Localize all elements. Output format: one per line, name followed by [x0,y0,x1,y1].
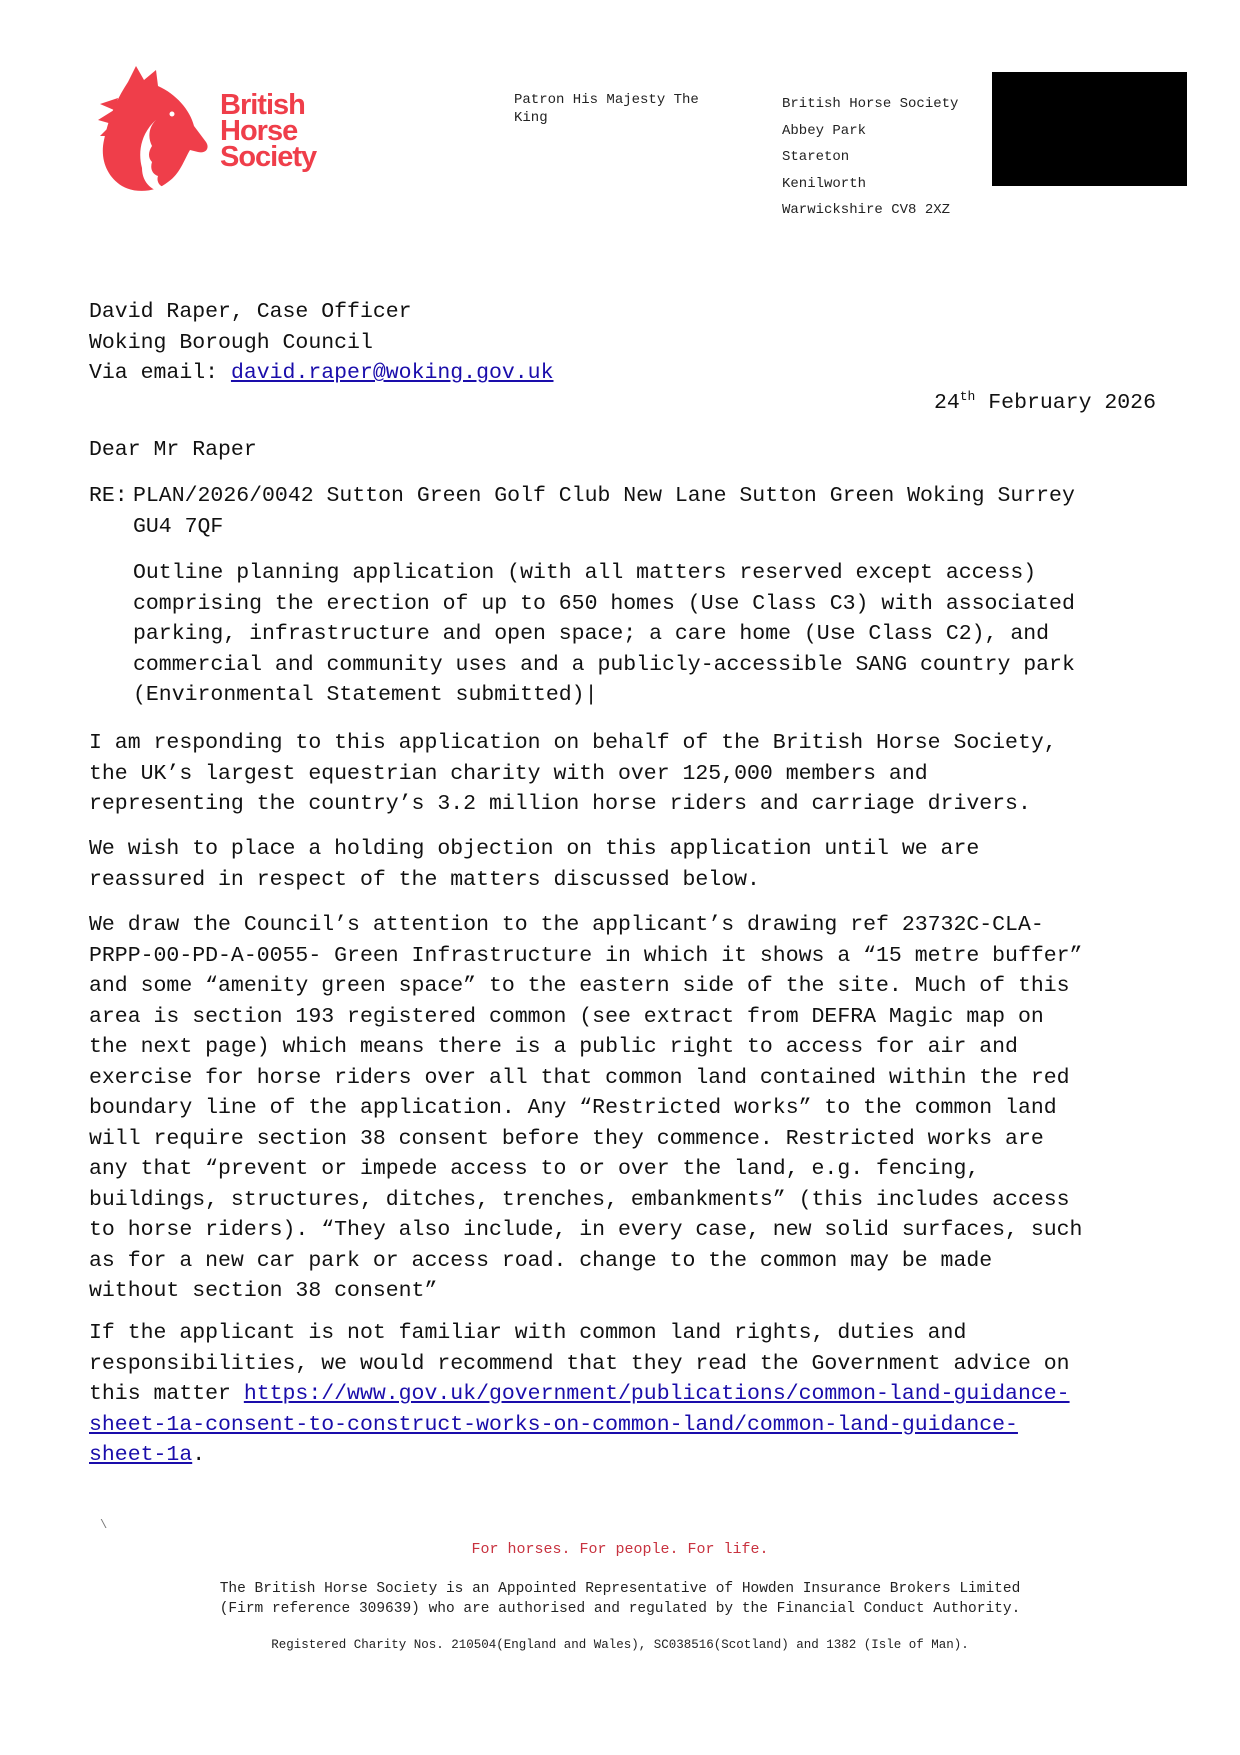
footer-regulatory [0,1579,1240,1619]
sentence-end: . [192,1443,206,1467]
description-line: commercial and community uses and a publicly-accessible SANG country park [133,652,1075,677]
date-month-year: February 2026 [975,391,1156,415]
footer-line: The British Horse Society is an Appointed Representative of Howden Insurance Brokers Limited [219,1581,1021,1597]
paragraph-line: boundary line of the application. Any “Restricted works” to the common land [89,1096,1057,1120]
address-line: Warwickshire CV8 2XZ [782,202,951,218]
paragraph-line: the next page) which means there is a public right to access for air and [89,1035,1018,1059]
paragraph-line [89,1440,1070,1471]
address-line: Abbey Park [782,122,867,139]
paragraph-line: area is section 193 registered common (see extract from DEFRA Magic map on [89,1004,1044,1029]
paragraph-guidance [89,1318,1070,1471]
paragraph-line: will require section 38 consent before they commence. Restricted works are [89,1126,1044,1151]
re-reference [133,481,1213,542]
sender-address [782,91,958,224]
description-line: Outline planning application (with all matters reserved except access) [133,561,1037,585]
paragraph-line: reassured in respect of the matters discussed below. [89,867,760,892]
guidance-link-continued[interactable]: sheet-1a-consent-to-construct-works-on-common-land/common-land-guidance- [89,1412,1018,1437]
description-line: parking, infrastructure and open space; a care home (Use Class C2), and [133,622,1050,646]
description-line: (Environmental Statement submitted)| [133,683,598,707]
address-line: Stareton [782,149,850,165]
redaction-block [992,72,1187,186]
recipient-block [89,297,554,389]
bhs-logo [98,64,338,196]
stray-mark: \ [100,1518,108,1532]
patron-text: Patron His Majesty The King [514,92,699,126]
paragraph-line: We draw the Council’s attention to the applicant’s drawing ref 23732C-CLA- [89,913,1044,937]
logo-line: Society [220,141,317,173]
paragraph-line: responsibilities, we would recommend that they read the Government advice on [89,1351,1070,1376]
email-prefix: Via email: [89,361,231,385]
re-line: GU4 7QF [133,514,224,539]
logo-line: Horse [220,115,298,147]
address-line: British Horse Society [782,96,959,112]
paragraph-objection [89,834,979,895]
recipient-name: David Raper, Case Officer [89,300,412,324]
application-description [133,558,1075,711]
paragraph-line: We wish to place a holding objection on this application until we are [89,837,980,861]
paragraph-line: PRPP-00-PD-A-0055- Green Infrastructure in which it shows a “15 metre buffer” [89,943,1083,968]
paragraph-line: If the applicant is not familiar with common land rights, duties and [89,1321,967,1345]
date-suffix: th [959,389,976,404]
footer-line: (Firm reference 309639) who are authorised and regulated by the Financial Conduct Authority. [219,1601,1021,1617]
letter-date [934,388,1156,419]
guidance-link[interactable]: https://www.gov.uk/government/publications/common-land-guidance- [243,1382,1070,1406]
paragraph-common-land [89,910,1082,1307]
recipient-email-link[interactable]: david.raper@woking.gov.uk [230,361,554,385]
paragraph-line: the UK’s largest equestrian charity with over 125,000 members and [89,761,928,786]
footer-charity-numbers: Registered Charity Nos. 210504(England and Wales), SC038516(Scotland) and 1382 (Isle of Man). [271,1638,969,1652]
description-line: comprising the erection of up to 650 homes (Use Class C3) with associated [133,591,1075,616]
paragraph-intro [89,728,1057,820]
salutation: Dear Mr Raper [89,438,257,462]
paragraph-line: without section 38 consent” [89,1279,438,1303]
recipient-email-line [89,358,554,389]
guidance-link-end[interactable]: sheet-1a [89,1443,193,1467]
footer-tagline: For horses. For people. For life. [471,1541,769,1558]
re-line: PLAN/2026/0042 Sutton Green Golf Club New Lane Sutton Green Woking Surrey [133,484,1075,508]
logo-wordmark [220,89,317,173]
paragraph-line: any that “prevent or impede access to or over the land, e.g. fencing, [89,1157,980,1181]
paragraph-line [89,1410,1070,1441]
paragraph-line: and some “amenity green space” to the eastern side of the site. Much of this [89,974,1070,998]
paragraph-line: to horse riders). “They also include, in every case, new solid surfaces, such [89,1218,1083,1242]
re-label: RE: [89,484,128,508]
date-day: 24 [933,391,960,415]
link-prefix: this matter [89,1382,244,1406]
paragraph-line: buildings, structures, ditches, trenches, embankments” (this includes access [89,1187,1070,1212]
logo-line: British [220,89,305,121]
horse-head-logo-icon [98,64,216,196]
paragraph-line: I am responding to this application on behalf of the British Horse Society, [89,731,1057,755]
paragraph-line: exercise for horse riders over all that common land contained within the red [89,1065,1070,1090]
paragraph-line [89,1379,1070,1410]
recipient-organisation: Woking Borough Council [89,330,373,355]
paragraph-line: representing the country’s 3.2 million horse riders and carriage drivers. [89,792,1031,816]
paragraph-line: as for a new car park or access road. change to the common may be made [89,1248,993,1273]
address-line: Kenilworth [782,175,867,192]
